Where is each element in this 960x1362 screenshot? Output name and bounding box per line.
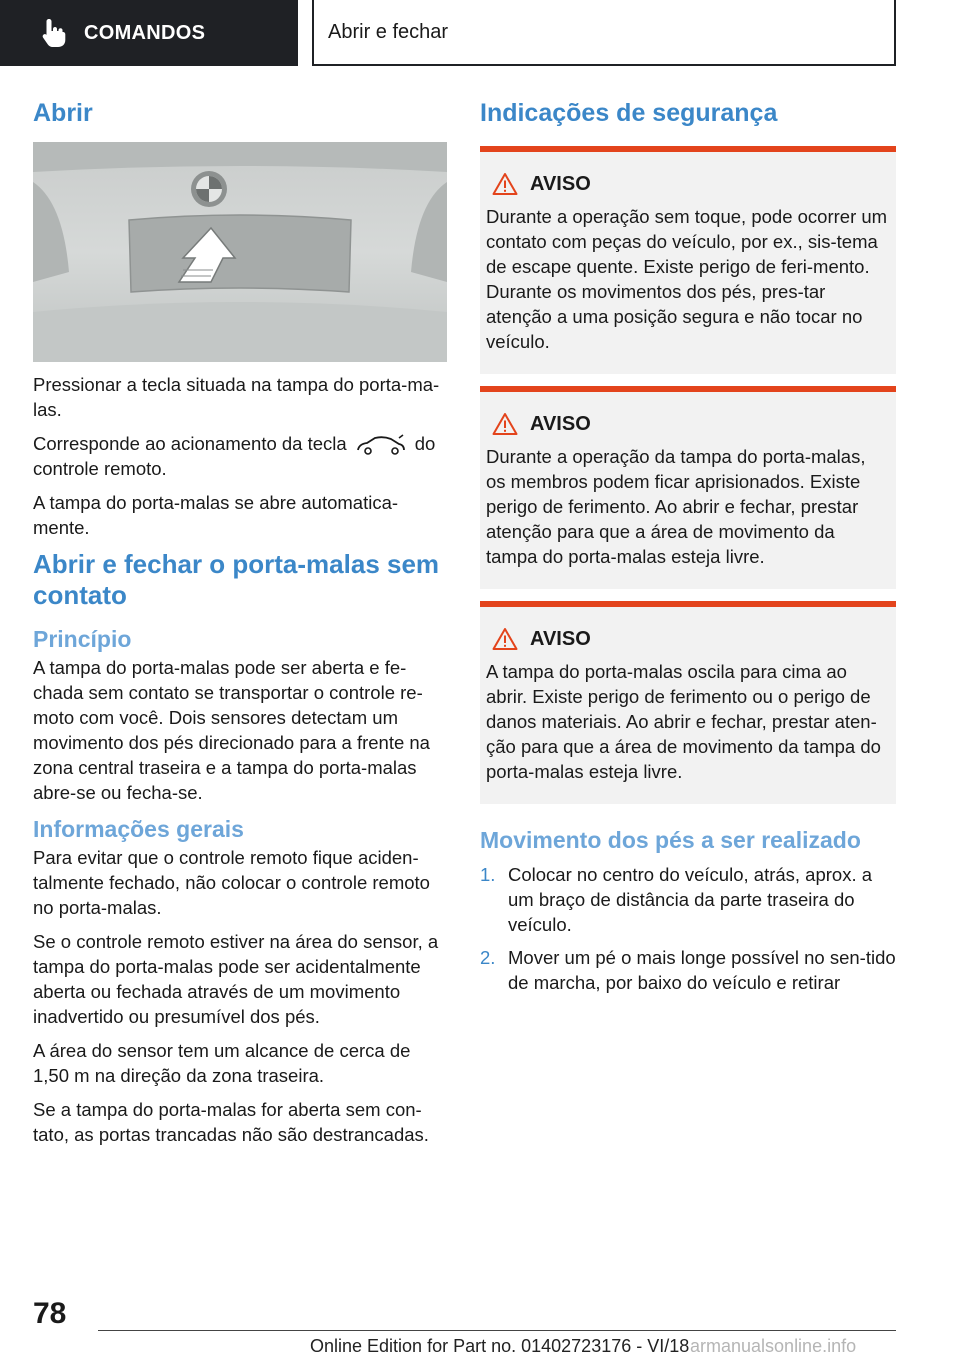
p-principio: A tampa do porta-malas pode ser aberta e fe‐chada sem contato se transportar o controle re‐moto com você. Dois sensores detectam um movimento dos pés direcionado para a frente na zona central traseira e a tampa do porta-malas abre-se ou fecha-se.	[33, 657, 430, 804]
header-section-label: COMANDOS	[84, 21, 206, 44]
warning-title: AVISO	[530, 412, 591, 435]
warning-box-2	[480, 386, 896, 589]
header-section-tab	[0, 0, 298, 66]
warning-box-3	[480, 601, 896, 804]
heading-movimento: Movimento dos pés a ser realizado	[480, 827, 861, 853]
step-number: 1.	[480, 864, 496, 885]
p-info-2: Se o controle remoto estiver na área do sensor, a tampa do porta-malas pode ser acidentalmente aberta ou fechada através de um movimento inadvertido ou presumível dos pés.	[33, 931, 439, 1028]
header-title-box	[312, 0, 896, 66]
left-column	[33, 98, 447, 1156]
warning-text: Durante a operação da tampa do porta-malas, os membros podem ficar aprisionados. Existe perigo de ferimento. Ao abrir e fechar, prestar atenção para que a área de movimento da tampa do porta-malas esteja livre.	[486, 446, 866, 567]
warning-title: AVISO	[530, 627, 591, 650]
p-info-1: Para evitar que o controle remoto fique aciden‐talmente fechado, não colocar o controle remoto no porta-malas.	[33, 847, 430, 919]
step-text: Mover um pé o mais longe possível no sen‐tido de marcha, por baixo do veículo e retirar	[508, 947, 896, 993]
p-corresponde	[33, 431, 447, 481]
step-number: 2.	[480, 947, 496, 968]
right-column	[480, 98, 896, 1003]
list-item	[480, 862, 896, 937]
car-trunk-key-icon	[355, 434, 407, 456]
hand-pointer-icon	[40, 17, 68, 49]
warning-box-1	[480, 146, 896, 374]
p-pressionar: Pressionar a tecla situada na tampa do porta-ma‐las.	[33, 374, 440, 420]
steps-list	[480, 862, 896, 995]
footer-edition: Online Edition for Part no. 01402723176 - VI/18	[310, 1336, 690, 1356]
trunk-photo	[33, 142, 447, 362]
footer-divider	[98, 1330, 896, 1331]
heading-informacoes: Informações gerais	[33, 816, 244, 843]
footer-watermark: armanualsonline.info	[690, 1336, 857, 1356]
warning-text: Durante a operação sem toque, pode ocorrer um contato com peças do veículo, por ex., sis‐tema de escape quente. Existe perigo de feri‐mento. Durante os movimentos dos pés, pres‐tar atenção a uma posição segura e não tocar no veículo.	[486, 206, 888, 352]
warning-triangle-icon	[492, 627, 518, 651]
warning-title: AVISO	[530, 172, 591, 195]
p-abre: A tampa do porta-malas se abre automatica‐mente.	[33, 492, 399, 539]
p-info-3: A área do sensor tem um alcance de cerca de 1,50 m na direção da zona traseira.	[33, 1040, 411, 1087]
warning-text: A tampa do porta-malas oscila para cima ao abrir. Existe perigo de ferimento ou o perigo de danos materiais. Ao abrir e fechar, prestar aten‐ção para que a área de movimento da tampa do porta-malas esteja livre.	[486, 661, 881, 782]
page-number: 78	[33, 1297, 67, 1330]
heading-seguranca: Indicações de segurança	[480, 99, 778, 127]
step-text: Colocar no centro do veículo, atrás, aprox. a um braço de distância da parte traseira do veículo.	[508, 864, 873, 935]
p-corresponde-text-b: do controle remoto.	[33, 433, 436, 480]
p-corresponde-text-a: Corresponde ao acionamento da tecla	[33, 433, 347, 454]
warning-triangle-icon	[492, 412, 518, 436]
heading-sem-contato: Abrir e fechar o porta-malas sem contato	[33, 549, 440, 611]
heading-abrir: Abrir	[33, 99, 93, 127]
page-title: Abrir e fechar	[328, 20, 449, 43]
p-info-4: Se a tampa do porta-malas for aberta sem con‐tato, as portas trancadas não são destrancadas.	[33, 1099, 429, 1146]
list-item	[480, 945, 896, 995]
heading-principio: Princípio	[33, 626, 132, 653]
warning-triangle-icon	[492, 172, 518, 196]
